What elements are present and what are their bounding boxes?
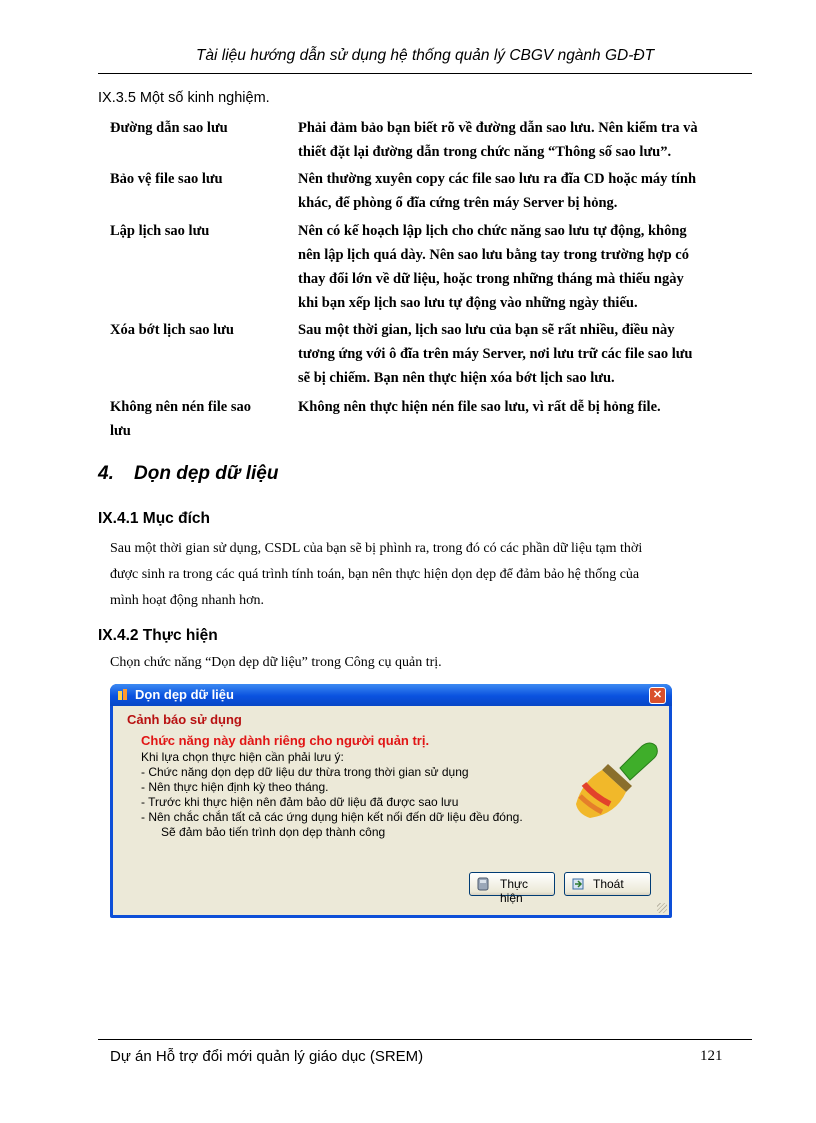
tip-term-line: Không nên nén file sao bbox=[110, 399, 251, 415]
footer-rule bbox=[98, 1039, 752, 1040]
database-icon bbox=[477, 877, 489, 891]
tip-term: Đường dẫn sao lưu bbox=[110, 120, 228, 136]
section-number: 4. bbox=[98, 463, 114, 484]
warning-line: - Trước khi thực hiện nên đảm bảo dữ liệu đã được sao lưu bbox=[141, 795, 459, 809]
tip-description bbox=[298, 219, 762, 315]
warning-line: - Nên thực hiện định kỳ theo tháng. bbox=[141, 780, 329, 794]
header-rule bbox=[98, 73, 752, 74]
tip-line: khác, để phòng ổ đĩa cứng trên máy Server bị hỏng. bbox=[298, 195, 618, 211]
warning-list bbox=[141, 750, 523, 840]
execute-button[interactable] bbox=[469, 872, 555, 905]
tip-term: Xóa bớt lịch sao lưu bbox=[110, 322, 234, 338]
page-number: 121 bbox=[700, 1048, 723, 1064]
tip-line: nên lập lịch quá dày. Nên sao lưu bằng tay trong trường hợp có bbox=[298, 247, 689, 263]
tip-line: thay đổi lớn về dữ liệu, hoặc trong những tháng mà thiếu ngày bbox=[298, 271, 684, 287]
tip-line: khi bạn xếp lịch sao lưu tự động vào những ngày thiếu. bbox=[298, 295, 638, 311]
header-title: Tài liệu hướng dẫn sử dụng hệ thống quản lý CBGV ngành GD-ĐT bbox=[195, 47, 655, 64]
section-4-1-title: IX.4.1 Mục đích bbox=[98, 510, 210, 527]
warning-line: Sẽ đảm bảo tiến trình dọn dẹp thành công bbox=[141, 825, 386, 839]
tip-line: Sau một thời gian, lịch sao lưu của bạn sẽ rất nhiều, điều này bbox=[298, 322, 675, 338]
tip-term-line: lưu bbox=[110, 423, 131, 439]
tip-line: tương ứng với ô đĩa trên máy Server, nơi lưu trữ các file sao lưu bbox=[298, 346, 693, 362]
resize-grip[interactable] bbox=[657, 903, 667, 913]
cleanup-dialog bbox=[110, 684, 672, 918]
app-icon bbox=[117, 688, 130, 704]
section-4-2-caption: Chọn chức năng “Dọn dẹp dữ liệu” trong Công cụ quản trị. bbox=[110, 655, 442, 670]
exit-label: Thoát bbox=[593, 877, 624, 891]
exit-button[interactable] bbox=[564, 872, 651, 896]
warning-line: - Nên chắc chắn tất cả các ứng dụng hiện kết nối đến dữ liệu đều đóng. bbox=[141, 810, 523, 824]
warning-admin-only: Chức năng này dành riêng cho người quản trị. bbox=[141, 733, 430, 748]
dialog-titlebar[interactable] bbox=[110, 684, 672, 706]
tip-term bbox=[110, 395, 292, 443]
tip-description bbox=[298, 167, 762, 215]
tip-line: Nên có kế hoạch lập lịch cho chức năng sao lưu tự động, không bbox=[298, 223, 687, 239]
tip-description bbox=[298, 318, 762, 390]
paragraph-line: mình hoạt động nhanh hơn. bbox=[110, 593, 264, 608]
tip-term: Lập lịch sao lưu bbox=[110, 223, 210, 239]
close-icon[interactable]: ✕ bbox=[649, 687, 666, 704]
tip-line: Không nên thực hiện nén file sao lưu, vì rất dễ bị hỏng file. bbox=[298, 399, 661, 415]
execute-label: Thực hiện bbox=[500, 877, 529, 905]
tip-description bbox=[298, 116, 762, 164]
tip-line: Phải đảm bảo bạn biết rõ về đường dẫn sao lưu. Nên kiểm tra và bbox=[298, 120, 698, 136]
dialog-client bbox=[113, 706, 669, 915]
paint-brush-icon bbox=[572, 734, 662, 820]
warning-line: - Chức năng dọn dẹp dữ liệu dư thừa trong thời gian sử dụng bbox=[141, 765, 469, 779]
dialog-title: Dọn dẹp dữ liệu bbox=[135, 687, 234, 702]
exit-icon bbox=[572, 877, 584, 891]
section-4-1-paragraph bbox=[110, 536, 746, 614]
section-3-5-title: IX.3.5 Một số kinh nghiệm. bbox=[98, 90, 270, 106]
tip-line: sẽ bị chiếm. Bạn nên thực hiện xóa bớt lịch sao lưu. bbox=[298, 370, 615, 386]
tip-line: thiết đặt lại đường dẫn trong chức năng “Thông số sao lưu”. bbox=[298, 144, 672, 160]
section-title: Dọn dẹp dữ liệu bbox=[134, 463, 279, 484]
warning-title: Cảnh báo sử dụng bbox=[127, 712, 242, 727]
tip-line: Nên thường xuyên copy các file sao lưu ra đĩa CD hoặc máy tính bbox=[298, 171, 697, 187]
section-4-heading bbox=[98, 463, 278, 485]
paragraph-line: được sinh ra trong các quá trình tính toán, bạn nên thực hiện dọn dẹp để đảm bảo hệ thống của bbox=[110, 567, 640, 582]
warning-line: Khi lựa chọn thực hiện cần phải lưu ý: bbox=[141, 750, 344, 764]
section-4-2-title: IX.4.2 Thực hiện bbox=[98, 627, 218, 644]
paragraph-line: Sau một thời gian sử dụng, CSDL của bạn sẽ bị phình ra, trong đó có các phần dữ liệu tạm thời bbox=[110, 541, 643, 556]
tip-description bbox=[298, 395, 762, 419]
footer-text: Dự án Hỗ trợ đổi mới quản lý giáo dục (SREM) bbox=[110, 1048, 424, 1065]
tip-term: Bảo vệ file sao lưu bbox=[110, 171, 223, 187]
